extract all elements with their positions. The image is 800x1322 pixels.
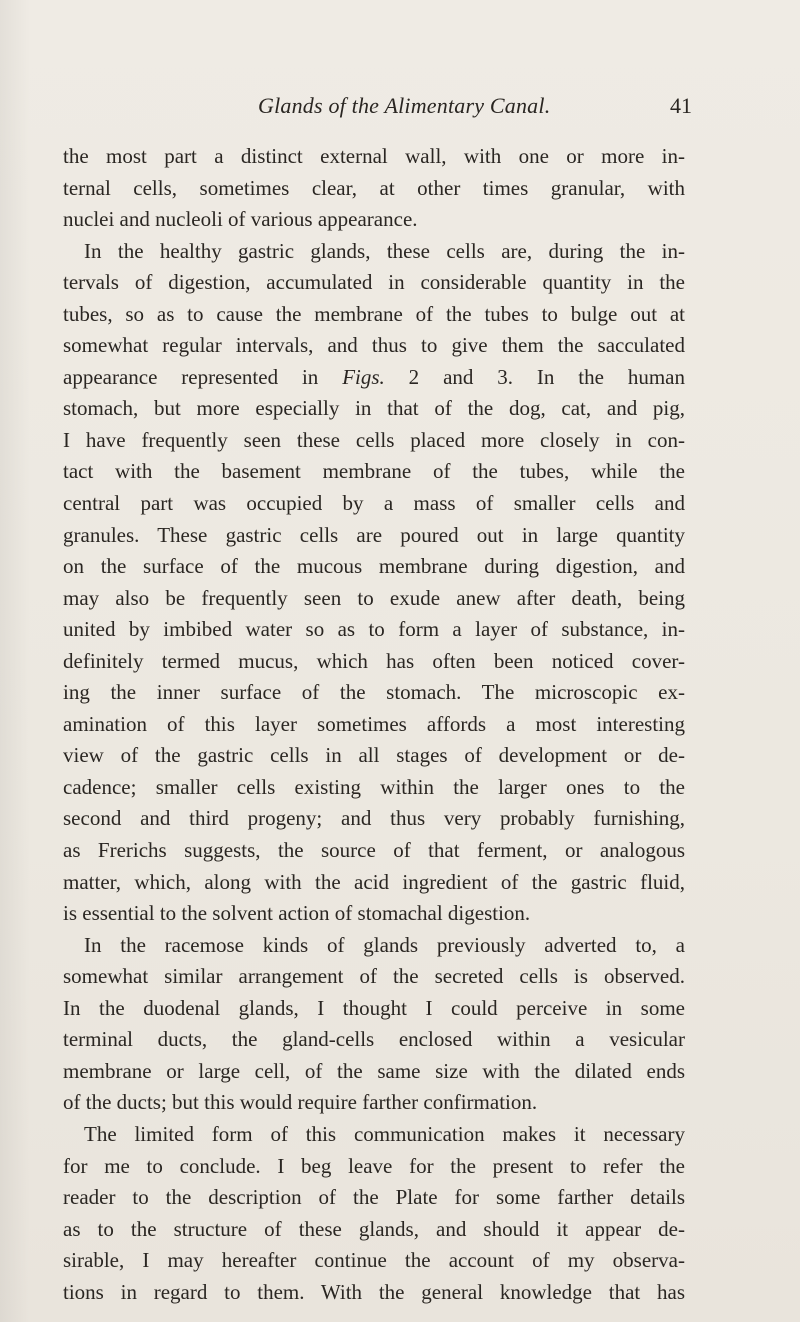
text-line: the most part a distinct external wall, with one or more in-	[63, 144, 685, 168]
text-line: for me to conclude. I beg leave for the present to refer the	[63, 1153, 685, 1178]
text-line: terminal ducts, the gland-cells enclosed within a vesicular	[63, 1027, 685, 1052]
text-line: matter, which, along with the acid ingredient of the gastric fluid,	[63, 869, 685, 894]
text-line: second and third progeny; and thus very probably furnishing,	[63, 806, 685, 831]
text-line: cadence; smaller cells existing within the larger ones to the	[63, 774, 685, 799]
text-line: somewhat regular intervals, and thus to give them the sacculated	[63, 333, 685, 358]
text-line: tubes, so as to cause the membrane of the tubes to bulge out at	[63, 301, 685, 326]
text-line: as to the structure of these glands, and should it appear de-	[63, 1216, 685, 1241]
body-text	[63, 141, 685, 1308]
text-line: In the racemose kinds of glands previously adverted to, a	[84, 932, 685, 957]
text-line: united by imbibed water so as to form a layer of substance, in-	[63, 617, 685, 642]
running-head	[0, 93, 800, 123]
text-line: stomach, but more especially in that of the dog, cat, and pig,	[63, 396, 685, 421]
text-line: nuclei and nucleoli of various appearance.	[63, 207, 418, 232]
text-line: membrane or large cell, of the same size with the dilated ends	[63, 1058, 685, 1083]
text-line: tact with the basement membrane of the tubes, while the	[63, 459, 685, 484]
text-line: as Frerichs suggests, the source of that ferment, or analogous	[63, 838, 685, 863]
text-line: may also be frequently seen to exude anew after death, being	[63, 585, 685, 610]
text-line: I have frequently seen these cells placed more closely in con-	[63, 427, 685, 452]
text-line: ing the inner surface of the stomach. The microscopic ex-	[63, 680, 685, 705]
text-line: amination of this layer sometimes affords a most interesting	[63, 711, 685, 736]
page-number: 41	[670, 93, 692, 118]
text-line: is essential to the solvent action of stomachal digestion.	[63, 901, 531, 926]
text-line: The limited form of this communication makes it necessary	[84, 1121, 685, 1146]
text-line: sirable, I may hereafter continue the account of my observa-	[63, 1248, 685, 1273]
text-line: on the surface of the mucous membrane during digestion, and	[63, 554, 685, 579]
text-line: somewhat similar arrangement of the secreted cells is observed.	[63, 964, 685, 989]
text-line: tions in regard to them. With the general knowledge that has	[63, 1279, 685, 1304]
text-line: reader to the description of the Plate for some farther details	[63, 1185, 685, 1210]
text-line: central part was occupied by a mass of smaller cells and	[63, 491, 685, 516]
text-line: tervals of digestion, accumulated in considerable quantity in the	[63, 270, 685, 295]
text-line: In the healthy gastric glands, these cells are, during the in-	[84, 238, 685, 263]
figure-reference: Figs.	[342, 364, 385, 389]
text-line: definitely termed mucus, which has often been noticed cover-	[63, 648, 685, 673]
text-line: view of the gastric cells in all stages of development or de-	[63, 743, 685, 768]
text-line: In the duodenal glands, I thought I could perceive in some	[63, 995, 685, 1020]
text-line: of the ducts; but this would require farther confirmation.	[63, 1090, 538, 1115]
text-line: appearance represented in Figs. 2 and 3. In the human	[63, 364, 686, 389]
running-title: Glands of the Alimentary Canal.	[258, 93, 551, 118]
text-line: granules. These gastric cells are poured out in large quantity	[63, 522, 685, 547]
text-line: ternal cells, sometimes clear, at other times granular, with	[63, 175, 685, 200]
